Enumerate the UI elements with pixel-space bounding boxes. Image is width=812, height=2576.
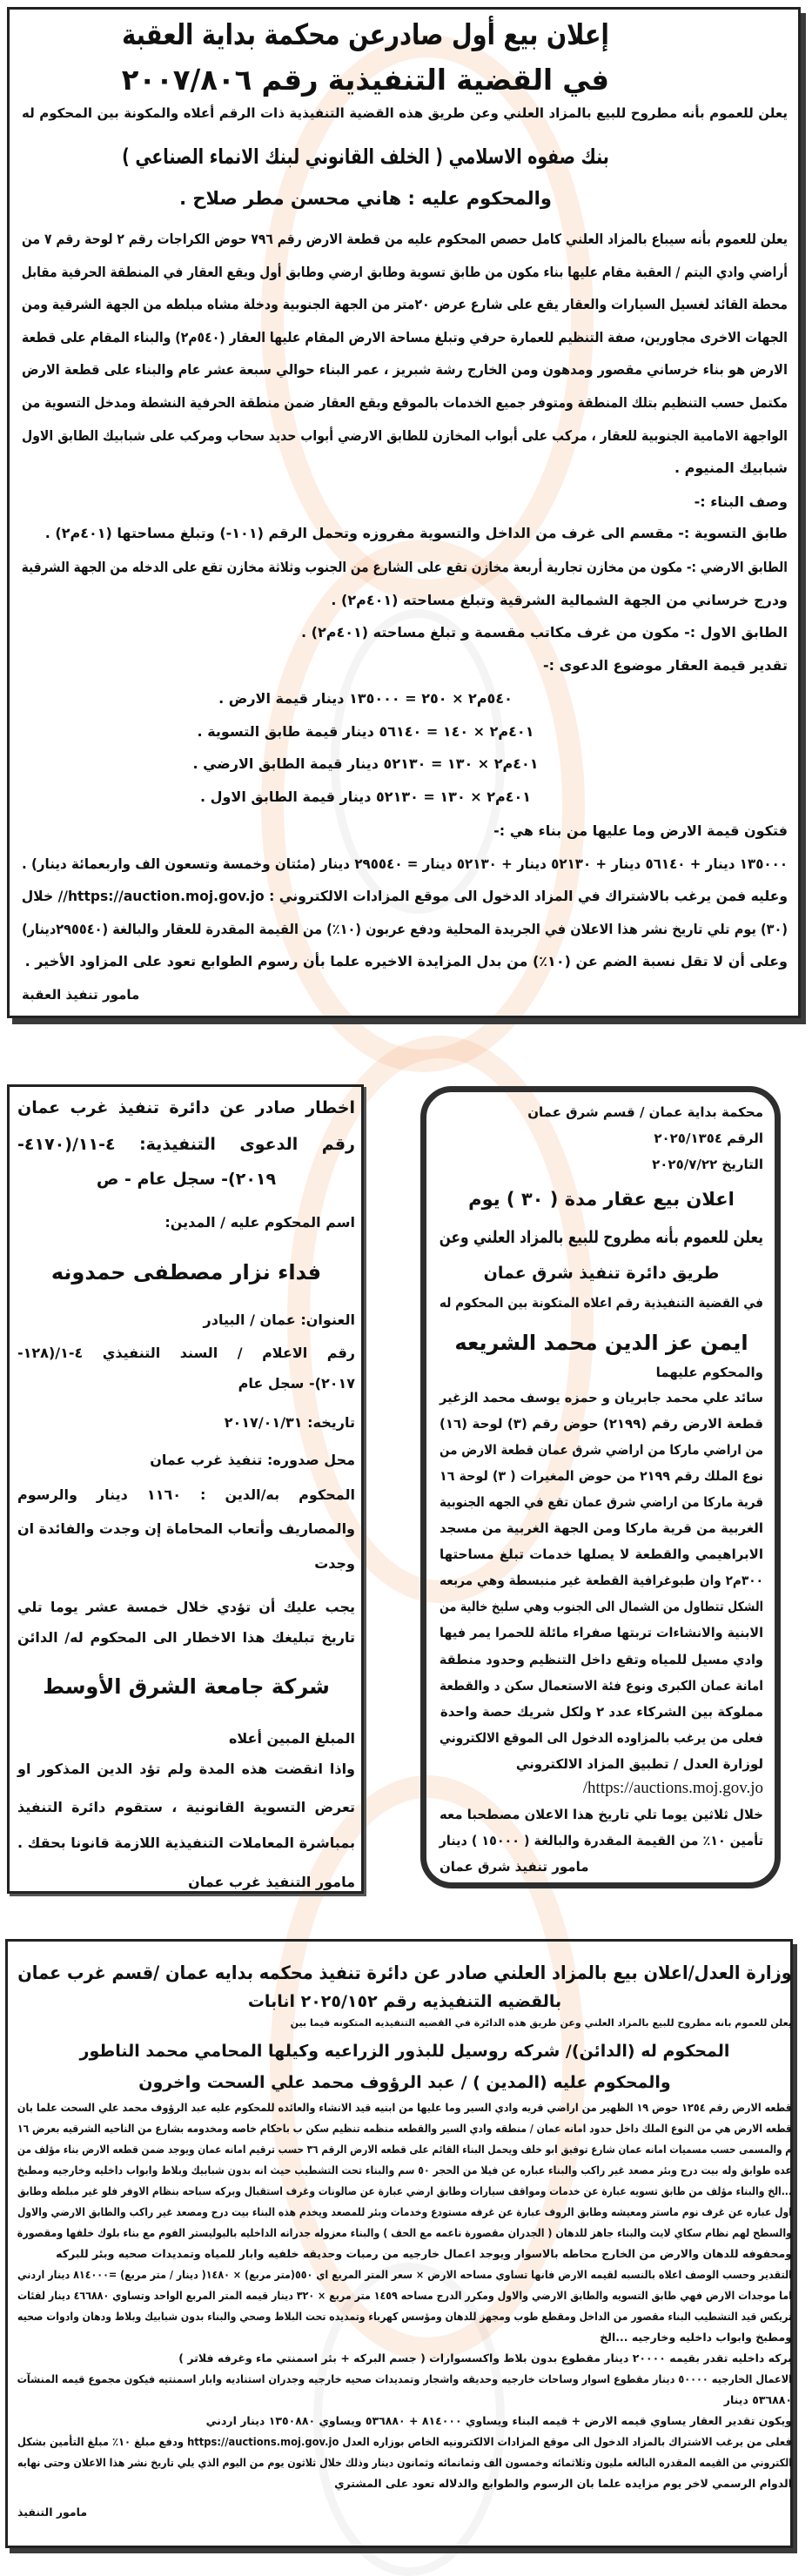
notice2-line: شركة جامعة الشرق الأوسط xyxy=(43,1674,330,1699)
intro-line: يعلن للعموم بأنه مطروح للبيع بالمزاد العلني وعن xyxy=(439,1228,763,1247)
body-line: من اراضي ماركا من اراضي شرق عمان قطعة الارض من xyxy=(440,1442,763,1458)
notice2-line: ٢٠١٧)- سجل عام xyxy=(238,1375,355,1392)
signature: مامور تنفيذ شرق عمان xyxy=(440,1859,589,1875)
floor-line: الطابق الارضي :- مكون من مخازن تجارية أربعة مخازن تقع على الشارع من الجنوب وثلاثة مخازن تقع على الدخله من الجهة الشرقية xyxy=(21,559,789,575)
section-heading: تقدير قيمة العقار موضوع الدعوى :- xyxy=(542,657,788,674)
creditor-name: بنك صفوه الاسلامي ( الخلف القانوني لبنك الانماء الصناعي ) xyxy=(122,144,609,169)
body-line: قطعه الارض هي من النوع الملك داخل حدود امانه عمان / منطقه وادي السير والقطعه منظمه تنظيم سكن ب باحكام خاصه ومخدومه بشارع من الناحيه الشرقيه بعرض ١٦ xyxy=(17,2122,793,2135)
notice2-line: محل صدوره: تنفيذ غرب عمان xyxy=(150,1452,355,1468)
closing-line: تأمين ١٠٪ من القيمة المقدرة والبالغة ( ١٥٠٠٠ ) دينار xyxy=(439,1833,763,1848)
notice2-line: واذا انقضت هذه المدة ولم تؤد الدين المذكور او xyxy=(17,1761,355,1777)
body-line: تريكس قيد التشطيب البناء مقصور من الداخل ومقطع طوب ومجهز للدهان ومؤسس كهرباء وتمديده تحت البلاط وصحي والبناء بدون شبابيك وبلاط ودهان وادوات صحيه xyxy=(17,2310,792,2323)
floor-line: طابق التسوية :- مقسم الى غرف من الداخل والتسوية مفروزه وتحمل الرقم (١٠١-) وتبلغ مساحتها (٤٠١م٢) . xyxy=(44,525,788,541)
body-line: الارض هو بناء خرساني مقصور ومدهون ومن الخارج رشة شبريز ، عمر البناء حوالي سبعة عشر عام والبناء على قطعة الارض xyxy=(22,361,788,379)
body-line: امانة عمان الكبرى ونوع فئة الاستعمال سكن د والقطعة xyxy=(440,1678,763,1694)
notice2-line: المبلغ المبين أعلاه xyxy=(228,1730,355,1747)
body-line: الغربية من قرية ماركا ومن الجهة الغربية من مسجد xyxy=(440,1520,763,1536)
body-line: ومحفوفه للدهان والارض من الخارج محاطه بالاسوار ويوجد اعمال خارجيه من رمبات وحديقه خلفيه وابار للمياه وتمديدات صحيه وبئر للبركه xyxy=(56,2247,792,2260)
notice2-line: يجب عليك أن تؤدي خلال خمسة عشر يوما تلي xyxy=(17,1599,355,1615)
notice2-line: بمباشرة المعاملات التنفيذية اللازمة قانونا بحقك . xyxy=(17,1835,355,1851)
body-line: فعلى من يرغب الاشتراك بالمزاد الدخول الى موقع المزادات الالكترونيه الخاص بوزاره العدل https://auctions.moj.gov.jo ودفع مبلغ ١٠٪ مبلغ التأمين بشكل xyxy=(17,2435,792,2448)
signature: مامور التنفيذ xyxy=(17,2506,88,2519)
body-line: الاعمال الخارجيه ٥٠٠٠٠ دينار مقطوع اسوار وساحات خارجيه وحديقه واشجار وتمديدات صحيه خارجيه وجدران استناديه وابار اسمنتيه فيكون مجموع قيمه المنشآت xyxy=(17,2372,792,2385)
notice-title: اعلان بيع عقار مدة ( ٣٠ ) يوم xyxy=(468,1189,735,1210)
notice2-line: مامور التنفيذ غرب عمان xyxy=(188,1874,355,1890)
closing-line: خلال ثلاثين يوما تلي تاريخ هذا الاعلان مصطحبا معه xyxy=(440,1807,763,1822)
bid-line: وعليه فمن يرغب بالاشتراك في المزاد الدخول الى موقع المزادات الالكتروني : https://auction.moj.gov.jo// خلال xyxy=(21,888,788,904)
body-line: والسطح لهم نظام سكاي لايت والبناء جاهز للدهان ( الجدران مقصورة ناعمه مع الحف ) والبناء معزوله جدرانه الداخليه بالبوليستر الفوم مع بناء بلوك خلفها ومقصورة xyxy=(17,2226,793,2239)
body-line: الواجهة الامامية الجنوبية للعقار ، مركب على أبواب المخازن للطابق الارضي أبواب حديد سحاب ومركب على شبابيك الطابق الاول xyxy=(22,426,788,444)
body-line: لوزارة العدل / تطبيق المزاد الالكتروني xyxy=(515,1756,763,1772)
section-heading: وصف البناء :- xyxy=(694,493,788,510)
body-line: م والمسمى حسب مسميات امانه عمان شارع توفيق ابو خلف ويحمل البناء القائم على قطعه الارض الرقم ٣٦ حسب ترقيم امانه عمان ويوجد ضمن قطعه الارض بناء مؤلف من xyxy=(17,2143,793,2156)
notice-date: التاريخ ٢٠٢٥/٧/٢٢ xyxy=(652,1157,763,1172)
body-line: الكتروني من القيمه المقدره البالغه مليون وثلاثمائه وخمسون الف وثمانمائه وثمانون دينار وذلك خلال ثلاثون يوم من اليوم الذي يلي تاريخ نشر هذا الاعلان وحتى نهايه xyxy=(17,2456,792,2469)
notice2-line: وجدت xyxy=(314,1555,355,1572)
notice-title: إعلان بيع أول صادرعن محكمة بداية العقبة xyxy=(122,17,609,51)
body-line: محطة القائد لغسيل السيارات والعقار يقع على شارع عرض ٢٠متر من الجهة الجنوبية ودخلة مشاه مبلطه من الجهة الشرقية ومن xyxy=(21,296,788,313)
notice2-line: رقم الدعوى التنفيذية: ٤-١١/(٤١٧٠- xyxy=(17,1135,355,1154)
body-line: اما موجدات الارض فهي طابق التسويه والطابق الارضي والاول ومكرر الدرج مساحه ١٤٥٩ متر مربع × ٣٢٠ دينار قيمه المتر المربع الواحد وتساوي ٤٦٦٨٨٠ دينار لفئات xyxy=(17,2289,792,2302)
body-line: الابنية والانشاءات تربتها صفراء مائلة للحمرا يمر فيها xyxy=(440,1625,763,1640)
valuation-line: ٥٤٠م٢ × ٢٥٠ = ١٣٥٠٠٠ دينار قيمة الارض . xyxy=(218,690,513,707)
debtors-label: والمحكوم عليهما xyxy=(655,1365,763,1380)
body-line: عده طوابق وله بيت درج وبئر مصعد غير راكب والبناء عباره عن فيلا من الحجر ٥٠ سم والبناء تحت التشطيب حيث انه بدون شبابيك وبلاط وابواب داخليه وخارجيه ومطبخ xyxy=(17,2163,792,2177)
total-line: ١٣٥٠٠٠ دينار + ٥٦١٤٠ دينار + ٥٢١٣٠ دينار + ٥٢١٣٠ دينار = ٢٩٥٥٤٠ دينار (مئتان وخمسة وتسعون الف واربعمائة دينار) . xyxy=(22,855,789,872)
floor-line: الطابق الاول :- مكون من غرف مكاتب مقسمة و تبلغ مساحته (٤٠١م٢) . xyxy=(300,624,788,641)
body-line: ...الخ والبناء مؤلف من طابق تسويه عبارة عن خدمات ومواقف سيارات وطابق ارضي عبارة عن صالونات وغرف استقبال وبركه سباحه بنظام الاوفر فلو غير مبلطه وطابق xyxy=(17,2184,792,2197)
body-line: ٥٣٦٨٨٠ دينار xyxy=(723,2393,792,2406)
body-line: قطعة الارض رقم (٢١٩٩) حوض رقم (٣) لوحة (١٦) xyxy=(440,1416,763,1432)
case-title: في القضية التنفيذية رقم ٢٠٠٧/٨٠٦ xyxy=(121,63,609,97)
body-line: بركه داخليه تقدر بقيمه ٢٠٠٠٠ دينار مقطوع بدون بلاط واكسسوارات ( جسم البركه + بئر اسمنتي ماء وغرفه فلاتر ) xyxy=(178,2351,792,2365)
notice2-line: ٢٠١٩)- سجل عام - ص xyxy=(96,1170,277,1189)
notice-title: وزارة العدل/اعلان بيع بالمزاد العلني صادر عن دائرة تنفيذ محكمه بدايه عمان /قسم غرب عمان xyxy=(17,1962,792,1983)
bid-line: وعلى أن لا تقل نسبة الضم عن (١٠٪) من بدل المزايدة الاخيره علما بأن رسوم الطوابع تعود على المزاود الأخير . xyxy=(24,953,788,969)
intro-line: طريق دائرة تنفيذ شرق عمان xyxy=(483,1264,720,1283)
case-line: في القضية التنفيذية رقم اعلاه المتكونة بين المحكوم له xyxy=(439,1295,763,1311)
body-line: ومطبخ وابواب داخليه وخارجيه ...الخ xyxy=(600,2331,792,2344)
body-line: الشكل تتطاول من الشمال الى الجنوب وهي سليخ خالية من xyxy=(440,1599,763,1614)
notice2-line: المحكوم به/الدين : ١١٦٠ دينار والرسوم xyxy=(17,1486,355,1503)
notice2-line: العنوان: عمان / البيادر xyxy=(203,1311,355,1328)
body-line: قطعه الارض رقم ١٢٥٤ حوض ١٩ الظهير من اراضي قريه وادي السير وما عليها من ابنيه قيد الانشاء والعائده للمحكوم عليه عبد الرؤوف محمد علي السحت علما بان xyxy=(17,2101,792,2114)
body-line: ويكون تقدير العقار يساوي قيمه الارض + قيمه البناء ويساوي ٨١٤٠٠٠ + ٥٣٦٨٨٠ ويساوي ١٣٥٠٨٨٠ دينار اردني xyxy=(205,2414,792,2427)
body-line: شبابيك المنيوم . xyxy=(674,460,788,477)
notice2-line: تاريخه: ٢٠١٧/٠١/٣١ xyxy=(224,1414,355,1431)
body-line: اول عباره عن غرف نوم ماستر ومعيشه وطابق الروف عبارة عن غرفه مستودع وخدمات وبئر للمصعد ويخدم هذه البناء بيت درج ومصعد غير راكب والطابق الارضي والاول xyxy=(17,2205,792,2218)
creditor-line: المحكوم له (الدائن)/ شركه روسيل للبذور الزراعيه وكيلها المحامي محمد الناطور xyxy=(79,2042,730,2061)
notice2-line: رقم الاعلام / السند التنفيذي ٤-١/(١٢٨- xyxy=(17,1345,355,1361)
body-line: أراضي وادي اليتم / العقبة مقام عليها بناء مكون من طابق تسوية وطابق ارضي وطابق أول ويقع العقار في المنطقة الحرفية مقابل xyxy=(21,263,788,280)
valuation-line: ٤٠١م٢ × ١٣٠ = ٥٢١٣٠ دينار قيمة الطابق الارضي . xyxy=(192,755,539,772)
section-heading: فتكون قيمة الارض وما عليها من بناء هي :- xyxy=(493,822,788,839)
creditor-name: ايمن عز الدين محمد الشريعه xyxy=(454,1331,748,1355)
body-line: مكتمل حسب التنظيم بتلك المنطقة ومتوفر جميع الخدمات بالموقع ويقع العقار ضمن منطقة الحرفية النشطة ومدخل التسوية من xyxy=(22,394,788,411)
body-line: مملوكة بين الشركاء عدد ٢ ولكل شريك حصة واحدة xyxy=(440,1704,763,1720)
notice2-line: والمصاريف وأتعاب المحاماة إن وجدت والفائدة ان xyxy=(17,1520,355,1537)
valuation-line: ٤٠١م٢ × ١٣٠ = ٥٢١٣٠ دينار قيمة الطابق الاول . xyxy=(199,788,532,805)
body-line: الدوام الرسمي لاخر يوم مزايده علما بان الرسوم والطوابع والدلاله تعود على المشتري xyxy=(334,2477,792,2490)
debtor-line: والمحكوم عليه (المدين ) / عبد الرؤوف محمد علي السحت واخرون xyxy=(138,2073,671,2092)
bid-line: (٣٠) يوم تلي تاريخ نشر هذا الاعلان في الجريدة المحلية ودفع عربون (١٠٪) من القيمة المقدرة للعقار والبالغة (٢٩٥٥٤٠دينار) xyxy=(22,920,788,937)
body-line: ٣٠٠م٢ وان طبوغرافية القطعة غير منبسطة وهي مربعه xyxy=(440,1573,763,1588)
case-number: الرقم ٢٠٢٥/١٣٥٤ xyxy=(654,1130,763,1146)
floor-line: ودرج خرساني من الجهة الشمالية الشرقية وتبلغ مساحته (٤٠١م٢) . xyxy=(331,592,788,608)
debtor-name: والمحكوم عليه : هاني محسن مطر صلاح . xyxy=(179,188,552,209)
body-line: الجهات الاخرى مجاورين، صفة التنظيم للعمارة حرفي وتبلغ مساحة الارض المقام عليها العقار (٥٤٠م٢) والبناء المقام على قطعة xyxy=(22,328,789,345)
body-line: قرية ماركا من اراضي شرق عمان تقع في الجهه الجنوبية xyxy=(440,1494,763,1510)
notice2-line: تاريخ تبليغك هذا الاخطار الى المحكوم له/ الدائن xyxy=(17,1629,355,1646)
body-line: الابراهيمي والقطعة لا يصلها خدمات تبلغ مساحتها xyxy=(440,1546,763,1562)
intro-text: يعلن للعموم بانه مطروح للبيع بالمزاد العلني وعن طريق هذه الدائرة في القضيه التنفيذيه المتكونه فيما بين xyxy=(290,2017,792,2029)
signature: مامور تنفيذ العقبة xyxy=(22,987,140,1003)
body-line: سائد علي محمد جابريان و حمزه يوسف محمد الزغير xyxy=(440,1390,763,1405)
notice2-line: اخطار صادر عن دائرة تنفيذ غرب عمان xyxy=(17,1098,355,1117)
notice2-line: تعرض التسوية القانونية ، ستقوم دائرة التنفيذ xyxy=(17,1799,355,1815)
body-line: نوع الملك رقم ٢١٩٩ من حوض المغيرات ( ٣) لوحة ١٦ xyxy=(440,1468,764,1484)
intro-text: يعلن للعموم بأنه مطروح للبيع بالمزاد العلني وعن طريق هذه القضية التنفيذية ذات الرقم أعلاه والمكونة بين المحكوم له xyxy=(22,105,788,121)
valuation-line: ٤٠١م٢ × ١٤٠ = ٥٦١٤٠ دينار قيمة طابق التسوية . xyxy=(197,722,534,740)
notice2-line: اسم المحكوم عليه / المدين: xyxy=(164,1214,355,1231)
body-line: فعلى من يرغب بالمزاوده الدخول الى الموقع الالكتروني xyxy=(440,1730,763,1746)
case-title: بالقضيه التنفيذيه رقم ٢٠٢٥/١٥٢ انابات xyxy=(247,1992,562,2011)
auction-link[interactable]: https://auctions.moj.gov.jo/ xyxy=(582,1779,763,1797)
body-line: التقدير وحسب الوصف اعلاه بالنسبه لقيمه الارض فانها تساوي مساحه الارض × سعر المتر المربع اي ٥٥٠(متر مربع) × ١٤٨٠( دينار / متر مربع) =٨١٤٠٠٠ دينار اردني xyxy=(17,2268,792,2281)
notice2-line: فداء نزار مصطفى حمدونه xyxy=(50,1260,322,1285)
body-line: يعلن للعموم بأنه سيباع بالمزاد العلني كامل حصص المحكوم عليه من قطعة الارض رقم ٧٩٦ حوض الكراجات رقم ٢ لوحة رقم ٧ من xyxy=(22,231,789,247)
body-line: وادي مسيل للمياه وتقع داخل التنظيم وحدود منطقة xyxy=(439,1652,763,1667)
court-name: محكمة بداية عمان / قسم شرق عمان xyxy=(527,1104,763,1120)
